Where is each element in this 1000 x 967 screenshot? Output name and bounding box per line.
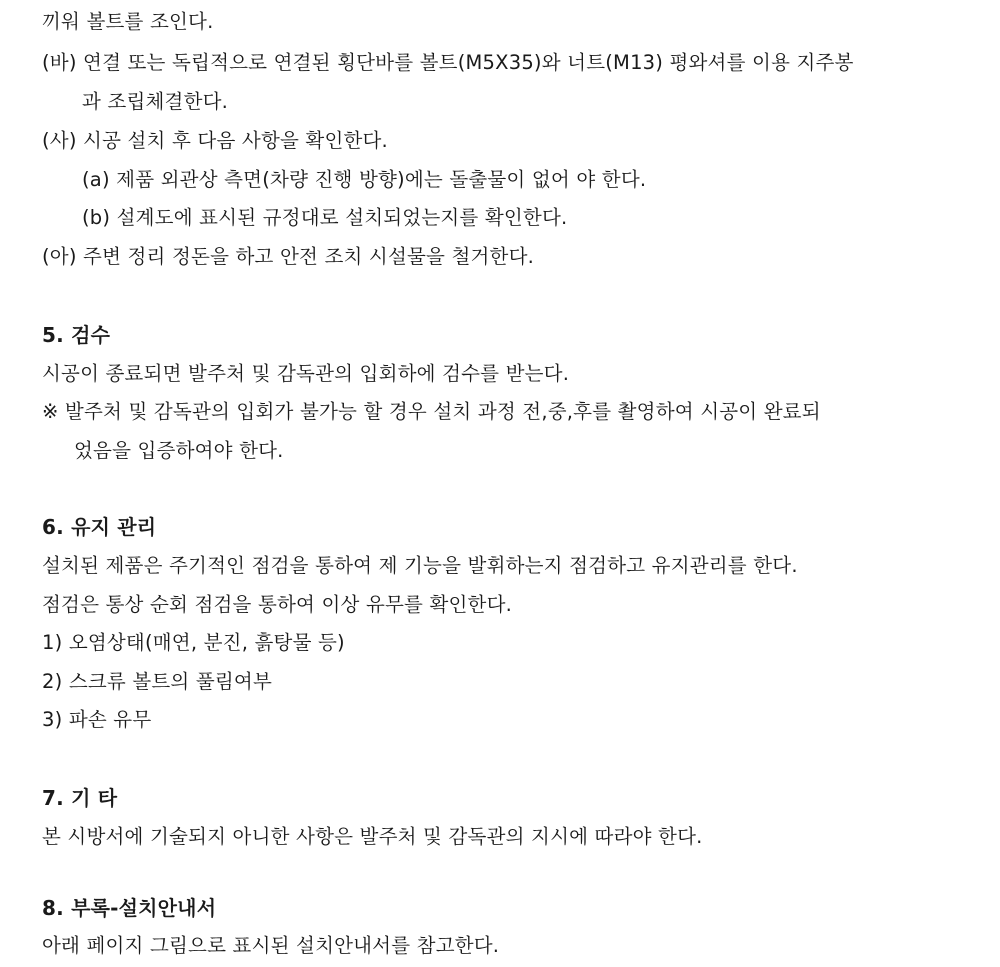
text-line: 끼워 볼트를 조인다.	[42, 10, 214, 33]
note-line: ※ 발주처 및 감독관의 입회가 불가능 할 경우 설치 과정 전,중,후를 촬영하여 시공이 완료되	[42, 400, 821, 423]
list-item: 2) 스크류 볼트의 풀림여부	[42, 670, 272, 693]
sub-item-b: (b) 설계도에 표시된 규정대로 설치되었는지를 확인한다.	[82, 206, 568, 229]
list-item: 3) 파손 유무	[42, 708, 152, 731]
clause-a: (아) 주변 정리 정돈을 하고 안전 조치 시설물을 철거한다.	[42, 245, 535, 268]
clause-ba-continuation: 과 조립체결한다.	[82, 90, 229, 113]
note-continuation: 었음을 입증하여야 한다.	[74, 439, 284, 462]
text-line: 점검은 통상 순회 점검을 통하여 이상 유무를 확인한다.	[42, 593, 513, 616]
section-heading-appendix: 8. 부록-설치안내서	[42, 896, 217, 920]
text-line: 본 시방서에 기술되지 아니한 사항은 발주처 및 감독관의 지시에 따라야 한다.	[42, 825, 703, 848]
text-line: 시공이 종료되면 발주처 및 감독관의 입회하에 검수를 받는다.	[42, 362, 570, 385]
section-heading-inspection: 5. 검수	[42, 323, 111, 347]
clause-ba: (바) 연결 또는 독립적으로 연결된 횡단바를 볼트(M5X35)와 너트(M13) 평와셔를 이용 지주봉	[42, 51, 854, 74]
list-item: 1) 오염상태(매연, 분진, 흙탕물 등)	[42, 631, 345, 654]
section-heading-maintenance: 6. 유지 관리	[42, 515, 157, 539]
section-heading-other: 7. 기 타	[42, 786, 118, 810]
clause-sa: (사) 시공 설치 후 다음 사항을 확인한다.	[42, 129, 388, 152]
sub-item-a: (a) 제품 외관상 측면(차량 진행 방향)에는 돌출물이 없어 야 한다.	[82, 168, 647, 191]
text-line: 설치된 제품은 주기적인 점검을 통하여 제 기능을 발휘하는지 점검하고 유지관리를 한다.	[42, 554, 798, 577]
text-line: 아래 페이지 그림으로 표시된 설치안내서를 참고한다.	[42, 934, 500, 957]
